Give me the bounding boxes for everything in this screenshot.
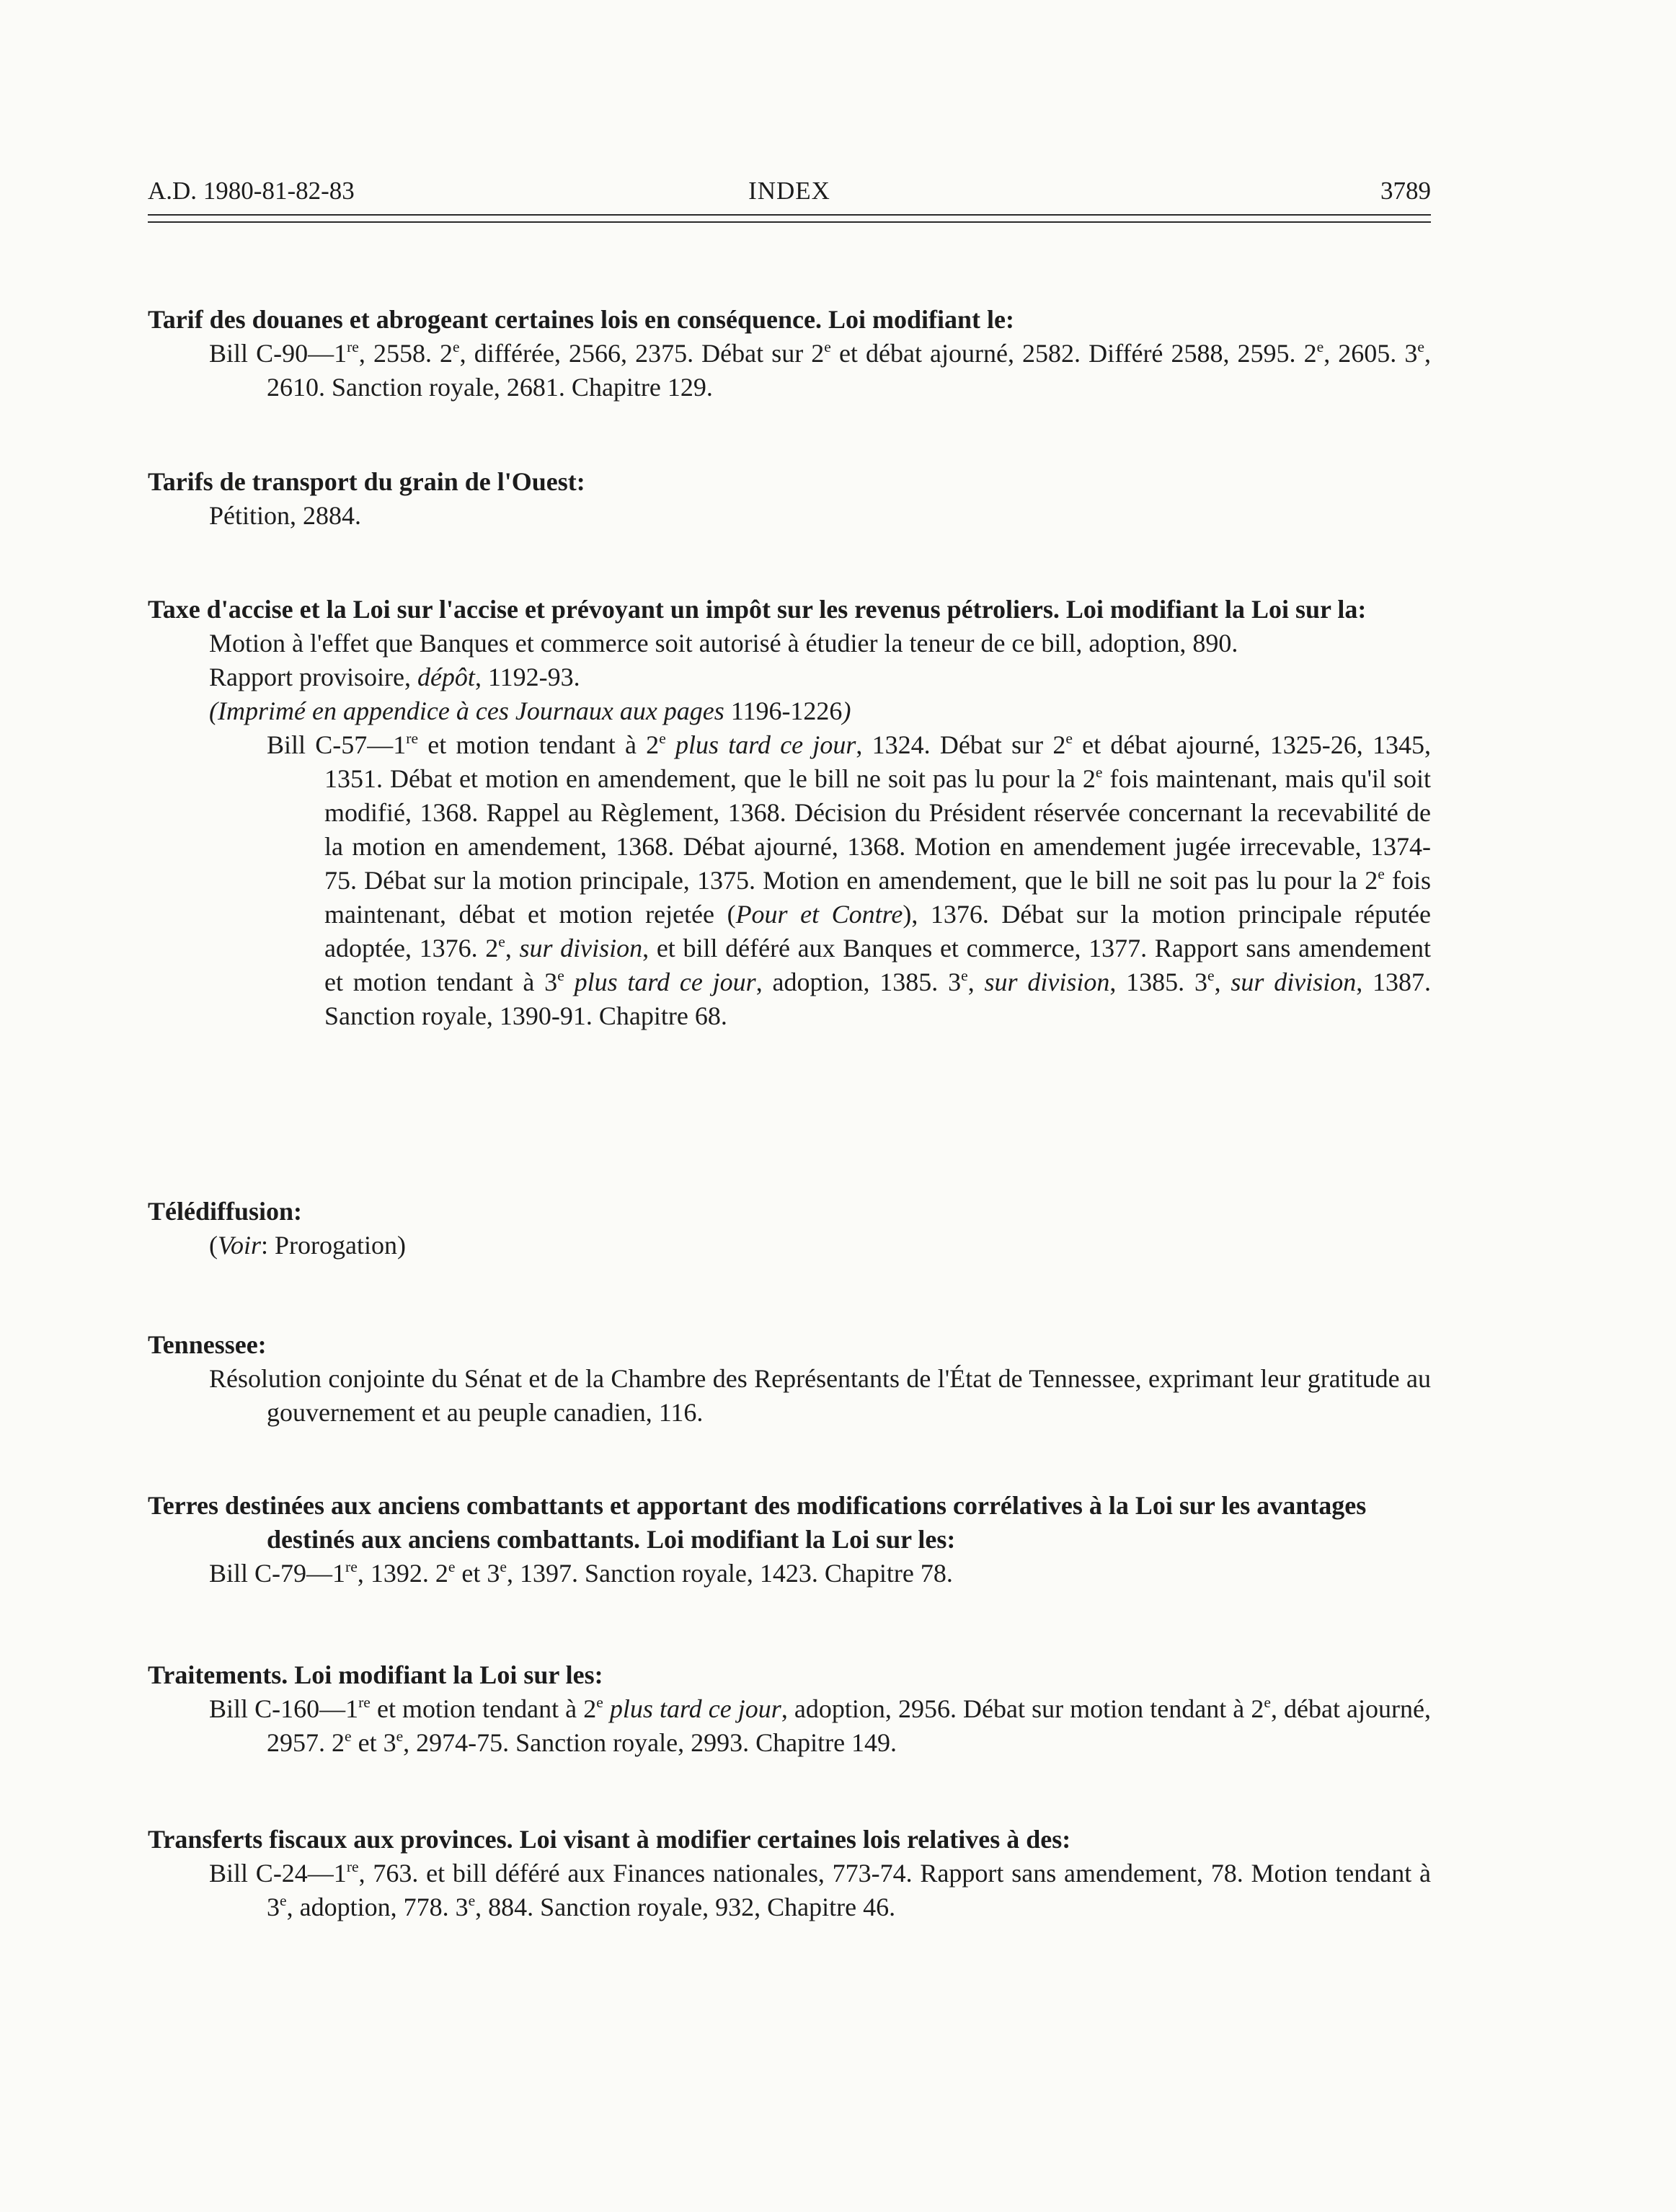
running-head [148,173,1431,209]
index-entry-tarif-douanes [148,303,1431,404]
header-page-number: 3789 [1380,177,1431,205]
entry-heading: Traitements. Loi modifiant la Loi sur les: [148,1660,603,1689]
entry-line: Rapport provisoire, dépôt, 1192-93. [209,663,580,691]
index-entry-transferts-fiscaux [148,1823,1431,1924]
entry-heading: Télédiffusion: [148,1197,303,1226]
header-years: A.D. 1980-81-82-83 [148,177,355,205]
index-entry-telediffusion [148,1195,1431,1262]
entry-line: Bill C-160—1re et motion tendant à 2e plus tard ce jour, adoption, 2956. Débat sur motion tendant à 2e, débat ajourné, 2957. 2e et 3e, 2974-75. Sanction royale, 2993. Chapitre 149. [209,1693,1432,1757]
header-title: INDEX [748,177,830,205]
entry-line: Bill C-24—1re, 763. et bill déféré aux Finances nationales, 773-74. Rapport sans amendement, 78. Motion tendant à 3e, adoption, 778. 3e, 884. Sanction royale, 932, Chapitre 46. [209,1857,1431,1921]
entry-note: (Imprimé en appendice à ces Journaux aux pages 1196-1226) [209,696,851,725]
entry-line: Pétition, 2884. [209,501,362,530]
index-entry-taxe-accise [148,593,1431,1033]
entry-line: Bill C-57—1re et motion tendant à 2e plus tard ce jour, 1324. Débat sur 2e et débat ajourné, 1325-26, 1345, 1351. Débat et motion en amendement, que le bill ne soit pas lu pour la 2e fois maintenant, mais qu'il soit modifié, 1368. Rappel au Règlement, 1368. Décision du Président réservée concernant la recevabilité de la motion en amendement, 1368. Débat ajourné, 1368. Motion en amendement jugée irrecevable, 1374-75. Débat sur la motion principale, 1375. Motion en amendement, que le bill ne soit pas lu pour la 2e fois maintenant, débat et motion rejetée (Pour et Contre), 1376. Débat sur la motion principale réputée adoptée, 1376. 2e, sur division, et bill déféré aux Banques et commerce, 1377. Rapport sans amendement et motion tendant à 3e plus tard ce jour, adoption, 1385. 3e, sur division, 1385. 3e, sur division, 1387. Sanction royale, 1390-91. Chapitre 68. [267,729,1432,1030]
entry-line: Bill C-90—1re, 2558. 2e, différée, 2566, 2375. Débat sur 2e et débat ajourné, 2582. Différé 2588, 2595. 2e, 2605. 3e, 2610. Sanction royale, 2681. Chapitre 129. [209,337,1431,402]
entry-line: Bill C-79—1re, 1392. 2e et 3e, 1397. Sanction royale, 1423. Chapitre 78. [209,1557,953,1588]
entry-heading: Tennessee: [148,1330,267,1359]
entry-heading: Tarif des douanes et abrogeant certaines lois en conséquence. Loi modifiant le: [148,305,1014,334]
entry-heading: Terres destinées aux anciens combattants et apportant des modifications corrélatives à la Loi sur les avantages destinés aux anciens combattants. Loi modifiant la Loi sur les: [148,1491,1367,1554]
header-rule-bottom [148,221,1431,223]
entry-heading: Transferts fiscaux aux provinces. Loi visant à modifier certaines lois relatives à des: [148,1825,1071,1854]
header-rule-top [148,214,1431,216]
entry-heading: Tarifs de transport du grain de l'Ouest: [148,467,585,496]
entry-line: Motion à l'effet que Banques et commerce soit autorisé à étudier la teneur de ce bill, adoption, 890. [209,629,1238,658]
index-entry-tarifs-transport [148,465,1431,533]
entry-line: (Voir: Prorogation) [209,1231,406,1260]
entry-line: Résolution conjointe du Sénat et de la Chambre des Représentants de l'État de Tennessee, exprimant leur gratitude au gouvernement et au peuple canadien, 116. [209,1364,1431,1427]
index-entry-terres-anciens-combattants [148,1489,1431,1591]
index-entry-traitements [148,1658,1431,1760]
entry-heading: Taxe d'accise et la Loi sur l'accise et prévoyant un impôt sur les revenus pétroliers. Loi modifiant la Loi sur la: [148,595,1367,624]
index-entry-tennessee [148,1328,1431,1430]
